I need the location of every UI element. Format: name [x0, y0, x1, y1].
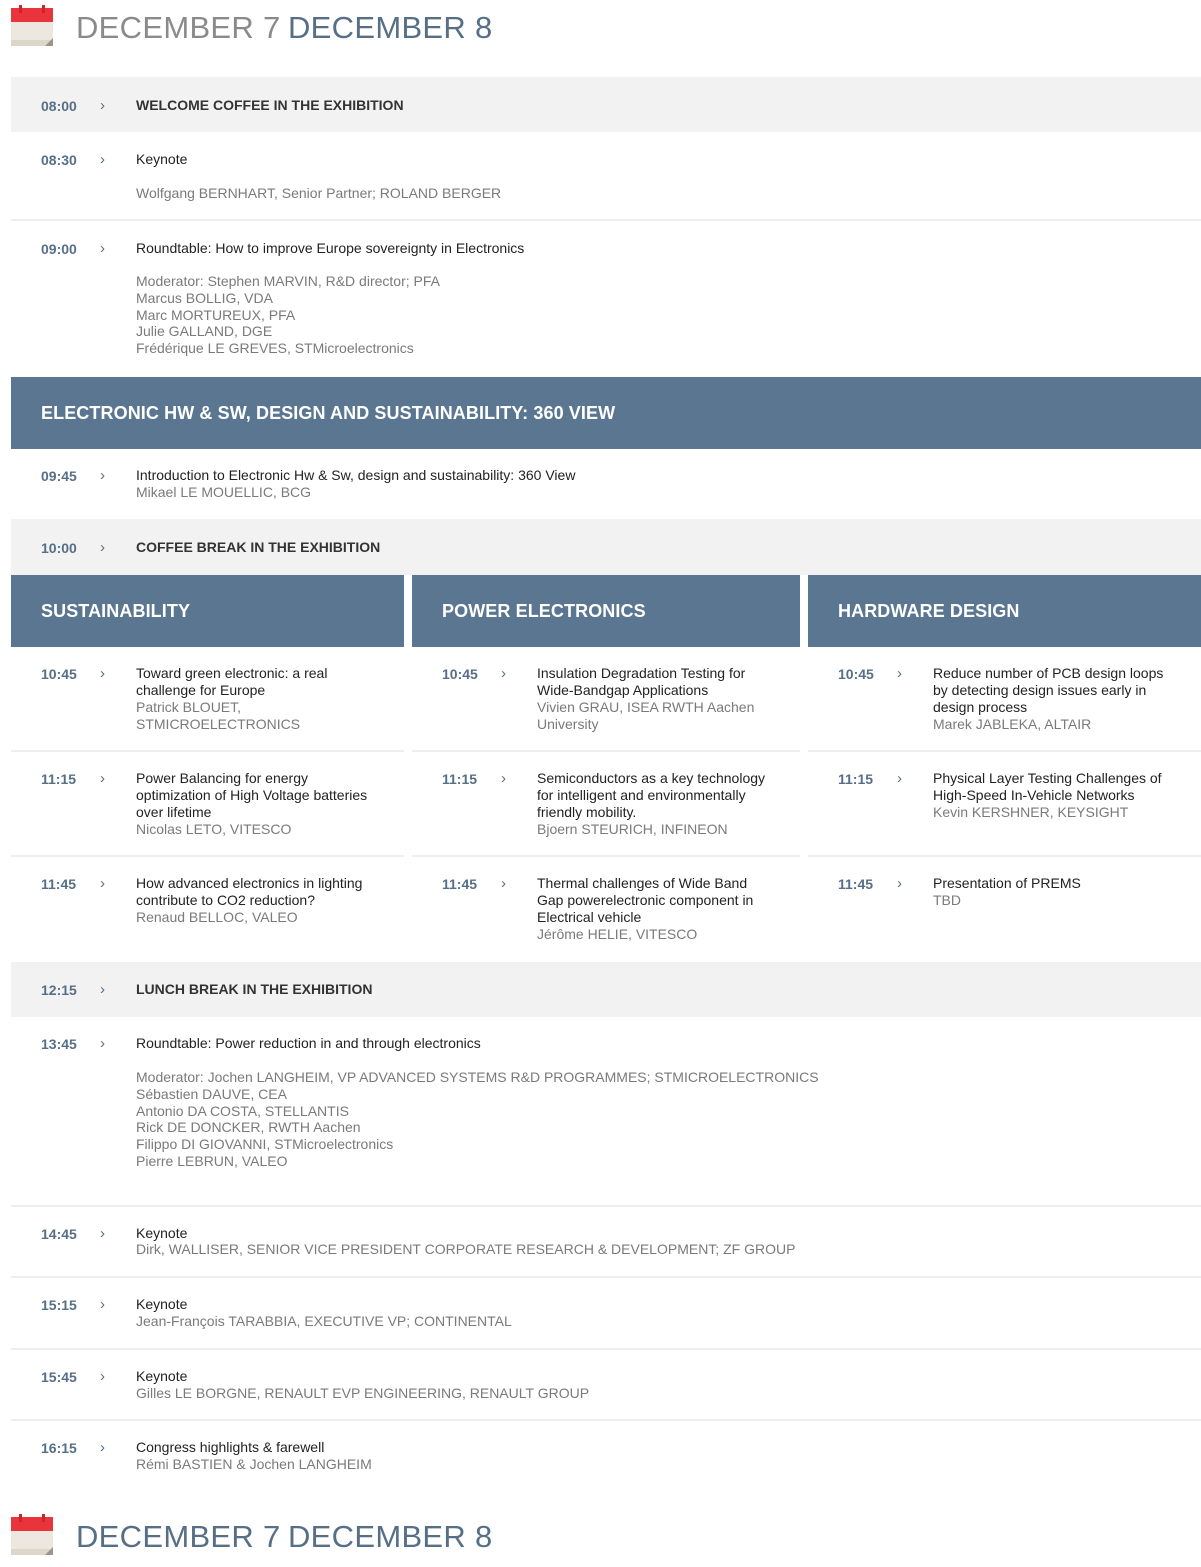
- agenda-row: [11, 449, 1201, 519]
- track-title: POWER ELECTRONICS: [442, 601, 646, 621]
- track-talk: [412, 857, 800, 962]
- chevron-right-icon[interactable]: ›: [100, 770, 105, 787]
- speaker: Sébastien DAUVE, CEA: [136, 1085, 287, 1102]
- track-header-sustainability: [11, 575, 404, 647]
- speaker: Mikael LE MOUELLIC, BCG: [136, 484, 312, 500]
- speaker: TBD: [933, 892, 961, 908]
- chevron-right-icon[interactable]: ›: [100, 240, 105, 257]
- track-talk: [412, 752, 800, 857]
- tab-december-7[interactable]: DECEMBER 7: [76, 10, 281, 45]
- session-time: 11:15: [442, 771, 478, 787]
- agenda-row-break: [11, 962, 1201, 1017]
- speaker: Filippo DI GIOVANNI, STMicroelectronics: [136, 1136, 394, 1153]
- session-title: LUNCH BREAK IN THE EXHIBITION: [136, 981, 373, 997]
- session-time: 09:00: [41, 241, 77, 257]
- chevron-right-icon[interactable]: ›: [501, 665, 506, 682]
- speaker-list: [136, 1241, 795, 1258]
- agenda-row-break: [11, 77, 1201, 132]
- chevron-right-icon[interactable]: ›: [100, 1035, 105, 1052]
- session-time: 15:15: [41, 1297, 77, 1313]
- speaker-list: [136, 185, 501, 202]
- speaker-list: [933, 716, 1091, 733]
- chevron-right-icon[interactable]: ›: [100, 467, 105, 484]
- speaker: Moderator: Jochen LANGHEIM, VP ADVANCED SYSTEMS R&D PROGRAMMES; STMICROELECTRONICS: [136, 1069, 819, 1085]
- speaker-list: [136, 1456, 372, 1473]
- speaker: Frédérique LE GREVES, STMicroelectronics: [136, 340, 414, 357]
- section-title: ELECTRONIC HW & SW, DESIGN AND SUSTAINABILITY: 360 VIEW: [41, 403, 616, 423]
- session-time: 09:45: [41, 468, 77, 484]
- speaker: Marc MORTUREUX, PFA: [136, 306, 296, 323]
- chevron-right-icon[interactable]: ›: [100, 875, 105, 892]
- agenda-row: [11, 1350, 1201, 1421]
- session-title: Physical Layer Testing Challenges of High-Speed In-Vehicle Networks: [933, 770, 1162, 803]
- session-title: COFFEE BREAK IN THE EXHIBITION: [136, 539, 381, 555]
- speaker: Bjoern STEURICH, INFINEON: [537, 821, 728, 837]
- speaker: Julie GALLAND, DGE: [136, 323, 273, 340]
- chevron-right-icon[interactable]: ›: [100, 539, 105, 556]
- speaker-list: [933, 804, 1128, 821]
- session-title: Keynote: [136, 1225, 188, 1241]
- session-title: Toward green electronic: a real challenge for Europe: [136, 665, 328, 698]
- speaker-list: [136, 699, 300, 733]
- session-time: 10:00: [41, 540, 77, 556]
- session-title: Congress highlights & farewell: [136, 1439, 325, 1455]
- speaker: Pierre LEBRUN, VALEO: [136, 1152, 288, 1169]
- session-time: 11:45: [442, 876, 478, 892]
- session-title: Roundtable: Power reduction in and through electronics: [136, 1035, 481, 1051]
- session-time: 13:45: [41, 1036, 77, 1052]
- agenda-row: [11, 1278, 1201, 1350]
- session-time: 11:45: [838, 876, 874, 892]
- speaker: Wolfgang BERNHART, Senior Partner; ROLAND BERGER: [136, 185, 502, 201]
- speaker: Kevin KERSHNER, KEYSIGHT: [933, 804, 1129, 820]
- session-time: 08:00: [41, 98, 77, 114]
- session-time: 11:15: [838, 771, 874, 787]
- calendar-icon: [11, 4, 53, 46]
- session-title: WELCOME COFFEE IN THE EXHIBITION: [136, 97, 404, 113]
- day-selector-bottom: [11, 1513, 611, 1567]
- speaker: Rick DE DONCKER, RWTH Aachen: [136, 1119, 361, 1136]
- speaker: Marcus BOLLIG, VDA: [136, 289, 273, 306]
- agenda-row: [11, 1421, 1201, 1491]
- speaker-list: [537, 821, 728, 838]
- agenda-row-break: [11, 519, 1201, 575]
- speaker: Dirk, WALLISER, SENIOR VICE PRESIDENT CORPORATE RESEARCH & DEVELOPMENT; ZF GROUP: [136, 1241, 796, 1257]
- speaker-list: [537, 699, 754, 733]
- speaker-list: [537, 926, 697, 943]
- speaker-list: [136, 273, 440, 357]
- speaker-list: [136, 909, 298, 926]
- track-talk: [11, 752, 404, 857]
- chevron-right-icon[interactable]: ›: [100, 1296, 105, 1313]
- tab-december-7[interactable]: DECEMBER 7: [76, 1519, 281, 1554]
- session-title: Reduce number of PCB design loops by detecting design issues early in design process: [933, 665, 1164, 715]
- session-title: Insulation Degradation Testing for Wide-Bandgap Applications: [537, 665, 746, 698]
- chevron-right-icon[interactable]: ›: [897, 770, 902, 787]
- track-talk: [11, 857, 404, 962]
- chevron-right-icon[interactable]: ›: [100, 97, 105, 114]
- session-title: Keynote: [136, 151, 188, 167]
- chevron-right-icon[interactable]: ›: [100, 1439, 105, 1456]
- track-header-power-electronics: [412, 575, 800, 647]
- session-time: 15:45: [41, 1369, 77, 1385]
- chevron-right-icon[interactable]: ›: [501, 875, 506, 892]
- chevron-right-icon[interactable]: ›: [897, 875, 902, 892]
- session-time: 08:30: [41, 152, 77, 168]
- day-selector: [11, 4, 611, 60]
- speaker: University: [537, 715, 599, 732]
- track-title: SUSTAINABILITY: [41, 601, 191, 621]
- speaker: Patrick BLOUET,: [136, 699, 242, 715]
- agenda-row: [11, 1207, 1201, 1278]
- speaker: Rémi BASTIEN & Jochen LANGHEIM: [136, 1456, 372, 1472]
- session-time: 12:15: [41, 982, 77, 998]
- speaker-list: [136, 484, 311, 501]
- track-talk: [808, 752, 1201, 857]
- chevron-right-icon[interactable]: ›: [100, 1225, 105, 1242]
- calendar-icon: [11, 1513, 53, 1555]
- track-talk: [412, 647, 800, 752]
- session-time: 10:45: [41, 666, 77, 682]
- speaker: Jérôme HELIE, VITESCO: [537, 926, 698, 942]
- session-title: How advanced electronics in lighting contribute to CO2 reduction?: [136, 875, 363, 908]
- session-time: 16:15: [41, 1440, 77, 1456]
- session-title: Semiconductors as a key technology for intelligent and environmentally friendly mobility.: [537, 770, 766, 820]
- speaker: Gilles LE BORGNE, RENAULT EVP ENGINEERING, RENAULT GROUP: [136, 1385, 590, 1401]
- speaker-list: [136, 1385, 589, 1402]
- session-time: 14:45: [41, 1226, 77, 1242]
- speaker-list: [136, 821, 291, 838]
- agenda-row: [11, 1017, 1201, 1207]
- chevron-right-icon[interactable]: ›: [100, 665, 105, 682]
- track-title: HARDWARE DESIGN: [838, 601, 1020, 621]
- chevron-right-icon[interactable]: ›: [501, 770, 506, 787]
- session-title: Presentation of PREMS: [933, 875, 1081, 891]
- agenda-row: [11, 221, 1201, 377]
- speaker: Antonio DA COSTA, STELLANTIS: [136, 1102, 349, 1119]
- track-header-hardware-design: [808, 575, 1201, 647]
- speaker: Moderator: Stephen MARVIN, R&D director; PFA: [136, 273, 440, 289]
- tab-december-8[interactable]: DECEMBER 8: [288, 10, 493, 45]
- tab-december-8[interactable]: DECEMBER 8: [288, 1519, 493, 1554]
- speaker: Jean-François TARABBIA, EXECUTIVE VP; CONTINENTAL: [136, 1313, 512, 1329]
- session-title: Power Balancing for energy optimization of High Voltage batteries over lifetime: [136, 770, 368, 820]
- speaker: Marek JABLEKA, ALTAIR: [933, 716, 1092, 732]
- session-title: Roundtable: How to improve Europe sovereignty in Electronics: [136, 240, 525, 256]
- session-time: 11:45: [41, 876, 77, 892]
- chevron-right-icon[interactable]: ›: [897, 665, 902, 682]
- track-talk: [11, 647, 404, 752]
- track-talk: [808, 647, 1201, 752]
- speaker: Renaud BELLOC, VALEO: [136, 909, 298, 925]
- chevron-right-icon[interactable]: ›: [100, 1368, 105, 1385]
- session-time: 10:45: [838, 666, 874, 682]
- session-time: 11:15: [41, 771, 77, 787]
- track-talk: [808, 857, 1201, 962]
- agenda-row: [11, 132, 1201, 221]
- speaker: Vivien GRAU, ISEA RWTH Aachen: [537, 699, 755, 715]
- session-title: Keynote: [136, 1368, 188, 1384]
- session-title: Introduction to Electronic Hw & Sw, design and sustainability: 360 View: [136, 467, 576, 483]
- speaker-list: [136, 1313, 512, 1330]
- speaker-list: [933, 892, 961, 909]
- speaker: Nicolas LETO, VITESCO: [136, 821, 292, 837]
- session-title: Keynote: [136, 1296, 188, 1312]
- speaker: STMICROELECTRONICS: [136, 715, 301, 732]
- session-time: 10:45: [442, 666, 478, 682]
- speaker-list: [136, 1069, 819, 1170]
- chevron-right-icon[interactable]: ›: [100, 151, 105, 168]
- session-title: Thermal challenges of Wide Band Gap powerelectronic component in Electrical vehicle: [537, 875, 754, 925]
- chevron-right-icon[interactable]: ›: [100, 981, 105, 998]
- section-header: [11, 377, 1201, 449]
